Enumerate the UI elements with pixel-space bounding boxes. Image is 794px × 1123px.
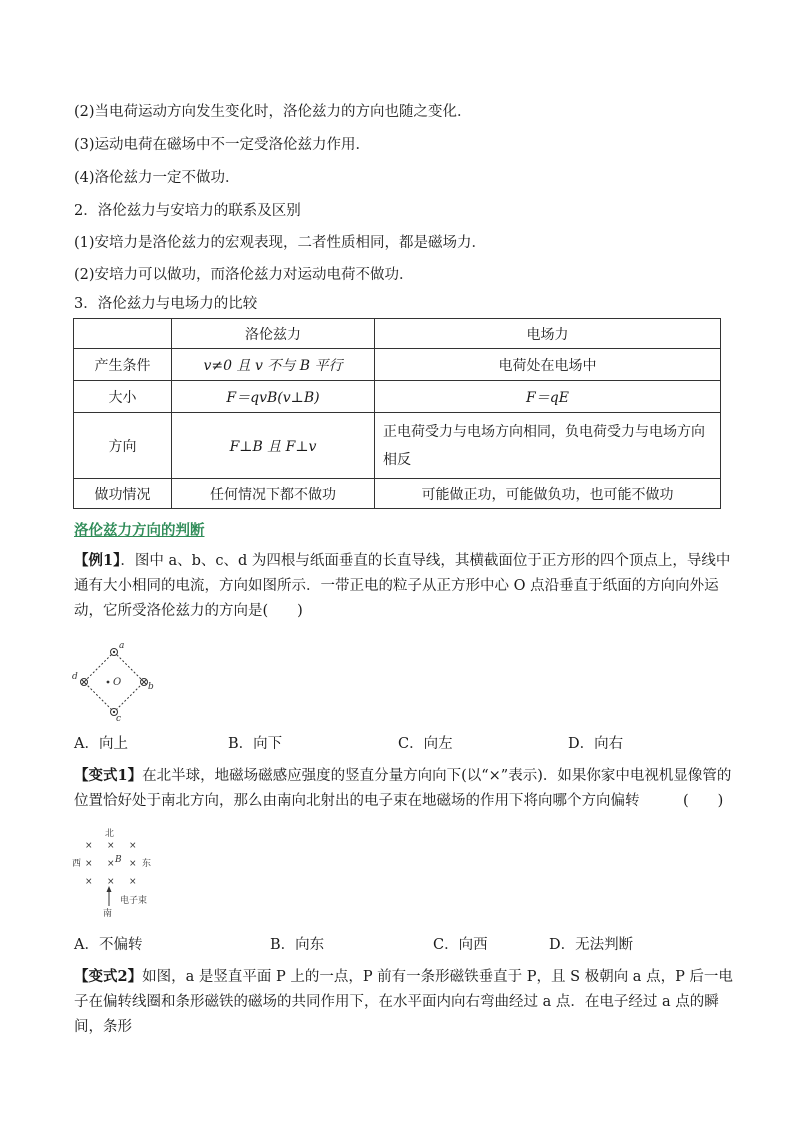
center-dot <box>107 681 110 684</box>
example-1-option-a: A．向上 <box>74 736 128 752</box>
table-row <box>74 349 721 381</box>
example-1-question <box>74 548 734 624</box>
label-south: 南 <box>103 909 113 919</box>
variant-1-tag: 【变式1】 <box>74 767 143 784</box>
field-cross-icon: × <box>107 841 115 851</box>
table-cell: v≠0 且 v 不与 B 平行 <box>172 349 375 381</box>
example-1-text: ．图中 a、b、c、d 为四根与纸面垂直的长直导线，其横截面位于正方形的四个顶点上，导线中通有大小相同的电流，方向如图所示．一带正电的粒子从正方形中心 O 点沿垂直于纸面的方向向外运动，它所受洛伦兹力的方向是( ) <box>74 553 731 619</box>
wire-a-dot <box>113 651 115 653</box>
variant-1-option-c: C．向西 <box>433 937 488 953</box>
label-electron-beam: 电子束 <box>120 896 148 906</box>
text-line-1: (2)当电荷运动方向发生变化时，洛伦兹力的方向也随之变化． <box>74 104 472 120</box>
heading-3: 3．洛伦兹力与电场力的比较 <box>74 296 258 312</box>
table-cell: 电荷处在电场中 <box>375 349 721 381</box>
table-cell: 方向 <box>74 413 172 479</box>
table-cell: 产生条件 <box>74 349 172 381</box>
table-row <box>74 479 721 509</box>
variant-1-question <box>74 763 734 814</box>
table-header: 洛伦兹力 <box>172 319 375 349</box>
section-title: 洛伦兹力方向的判断 <box>74 522 205 539</box>
table-row <box>74 319 721 349</box>
variant-1-text: 在北半球，地磁场磁感应强度的竖直分量方向向下(以“×”表示)．如果你家中电视机显像管的位置恰好处于南北方向，那么由南向北射出的电子束在地磁场的作用下将向哪个方向偏转 ( ) <box>74 768 732 809</box>
table-row <box>74 413 721 479</box>
field-cross-icon: × <box>107 877 115 887</box>
variant-1-option-a: A．不偏转 <box>74 937 143 953</box>
variant-1-option-b: B．向东 <box>270 937 325 953</box>
label-north: 北 <box>105 829 115 839</box>
example-1-option-d: D．向右 <box>568 736 624 752</box>
field-cross-icon: × <box>129 841 137 851</box>
heading-2: 2．洛伦兹力与安培力的联系及区别 <box>74 203 301 219</box>
label-west: 西 <box>72 859 82 869</box>
text-line-6: (2)安培力可以做功，而洛伦兹力对运动电荷不做功． <box>74 267 414 283</box>
label-d: d <box>72 672 78 682</box>
text-line-3: (4)洛伦兹力一定不做功． <box>74 170 240 186</box>
field-cross-icon: × <box>85 859 93 869</box>
comparison-table <box>73 318 721 509</box>
table-cell: 任何情况下都不做功 <box>172 479 375 509</box>
variant-2-question <box>74 964 734 1040</box>
table-cell: F＝qvB(v⊥B) <box>172 381 375 413</box>
table-cell: 正电荷受力与电场方向相同，负电荷受力与电场方向相反 <box>375 413 721 479</box>
label-o: O <box>113 677 122 688</box>
label-b: B <box>115 855 122 865</box>
field-cross-icon: × <box>129 859 137 869</box>
field-cross-icon: × <box>107 859 115 869</box>
table-cell: 做功情况 <box>74 479 172 509</box>
example-1-option-c: C．向左 <box>398 736 453 752</box>
table-cell: 大小 <box>74 381 172 413</box>
text-line-2: (3)运动电荷在磁场中不一定受洛伦兹力作用． <box>74 137 371 153</box>
example-1-option-b: B．向下 <box>228 736 283 752</box>
table-cell: F⊥B 且 F⊥v <box>172 413 375 479</box>
wire-c-dot <box>113 711 115 713</box>
text-line-5: (1)安培力是洛伦兹力的宏观表现，二者性质相同，都是磁场力． <box>74 235 487 251</box>
magnetic-field-figure <box>70 826 170 920</box>
label-c: c <box>116 714 122 722</box>
variant-2-tag: 【变式2】 <box>74 968 143 985</box>
table-row <box>74 381 721 413</box>
label-b: b <box>148 682 154 692</box>
field-cross-icon: × <box>85 841 93 851</box>
variant-2-text: 如图，a 是竖直平面 P 上的一点，P 前有一条形磁铁垂直于 P，且 S 极朝向 a 点，P 后一电子在偏转线圈和条形磁铁的磁场的共同作用下，在水平面内向右弯曲经过 a 点．在电子经过 a 点的瞬间，条形 <box>74 969 733 1035</box>
label-east: 东 <box>142 859 152 869</box>
table-cell: 可能做正功，可能做负功，也可能不做功 <box>375 479 721 509</box>
square-wires-figure <box>68 642 158 722</box>
field-cross-grid <box>85 841 137 887</box>
variant-1-option-d: D．无法判断 <box>549 937 634 953</box>
table-header: 电场力 <box>375 319 721 349</box>
table-cell: F＝qE <box>375 381 721 413</box>
table-cell <box>74 319 172 349</box>
example-1-tag: 【例1】 <box>74 552 121 569</box>
label-a: a <box>119 642 125 651</box>
field-cross-icon: × <box>129 877 137 887</box>
field-cross-icon: × <box>85 877 93 887</box>
